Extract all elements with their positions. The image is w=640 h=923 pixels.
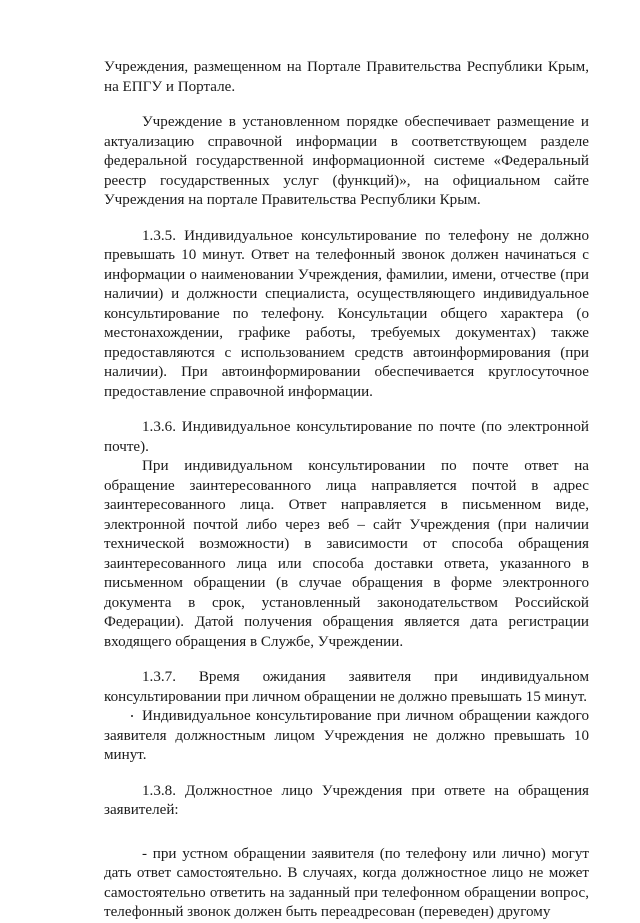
paragraph-1-3-5-phone-consulting: 1.3.5. Индивидуальное консультирование по телефону не должно превышать 10 минут. Ответ на телефонный звонок должен начинаться с информации о наименовании Учреждения, фамилии, имени, отчестве (при наличии) и должности специалиста, осуществляющего индивидуальное консультирование по телефону. Консультации общего характера (о местонахождении, графике работы, требуемых документах) также предоставляются с использованием средств автоинформирования (при наличии). При автоинформировании обеспечивается круглосуточное предоставление справочной информации. bbox=[104, 227, 589, 400]
paragraph-personal-consulting-limit: Индивидуальное консультирование при личном обращении каждого заявителя должностным лицом Учреждения не должно превышать 10 минут. bbox=[104, 708, 589, 763]
paragraph-1-3-6-mail-consulting: 1.3.6. Индивидуальное консультирование по почте (по электронной почте). bbox=[104, 419, 589, 455]
document-page bbox=[104, 58, 589, 923]
paragraph-1-3-8-official-response: 1.3.8. Должностное лицо Учреждения при ответе на обращения заявителей: bbox=[104, 782, 589, 818]
paragraph-oral-request: - при устном обращении заявителя (по телефону или лично) могут дать ответ самостоятельно. В случаях, когда должностное лицо не может самостоятельно ответить на заданный при телефонном обращении вопрос, телефонный звонок должен быть переадресован (переведен) другому bbox=[104, 845, 589, 920]
paragraph-portal-continuation: Учреждения, размещенном на Портале Правительства Республики Крым, на ЕПГУ и Портале. bbox=[104, 59, 589, 95]
paragraph-mail-answer-details: При индивидуальном консультировании по почте ответ на обращение заинтересованного лица направляется почтой в адрес заинтересованного лица. Ответ направляется в письменном виде, электронной почтой либо через веб – сайт Учреждения (при наличии технической возможности) в зависимости от способа обращения заинтересованного лица или способа доставки ответа, указанного в письменном обращении (в случае обращения в форме электронного документа в срок, установленный законодательством Российской Федерации). Датой получения обращения является дата регистрации входящего обращения в Службе, Учреждении. bbox=[104, 458, 589, 650]
paragraph-info-placement: Учреждение в установленном порядке обеспечивает размещение и актуализацию справочной информации в соответствующем разделе федеральной государственной информационной системе «Федеральный реестр государственных услуг (функций)», на официальном сайте Учреждения на портале Правительства Республики Крым. bbox=[104, 114, 589, 208]
paragraph-1-3-7-waiting-time: 1.3.7. Время ожидания заявителя при индивидуальном консультировании при личном обращении не должно превышать 15 минут. bbox=[104, 669, 589, 705]
scan-speck bbox=[131, 715, 133, 717]
